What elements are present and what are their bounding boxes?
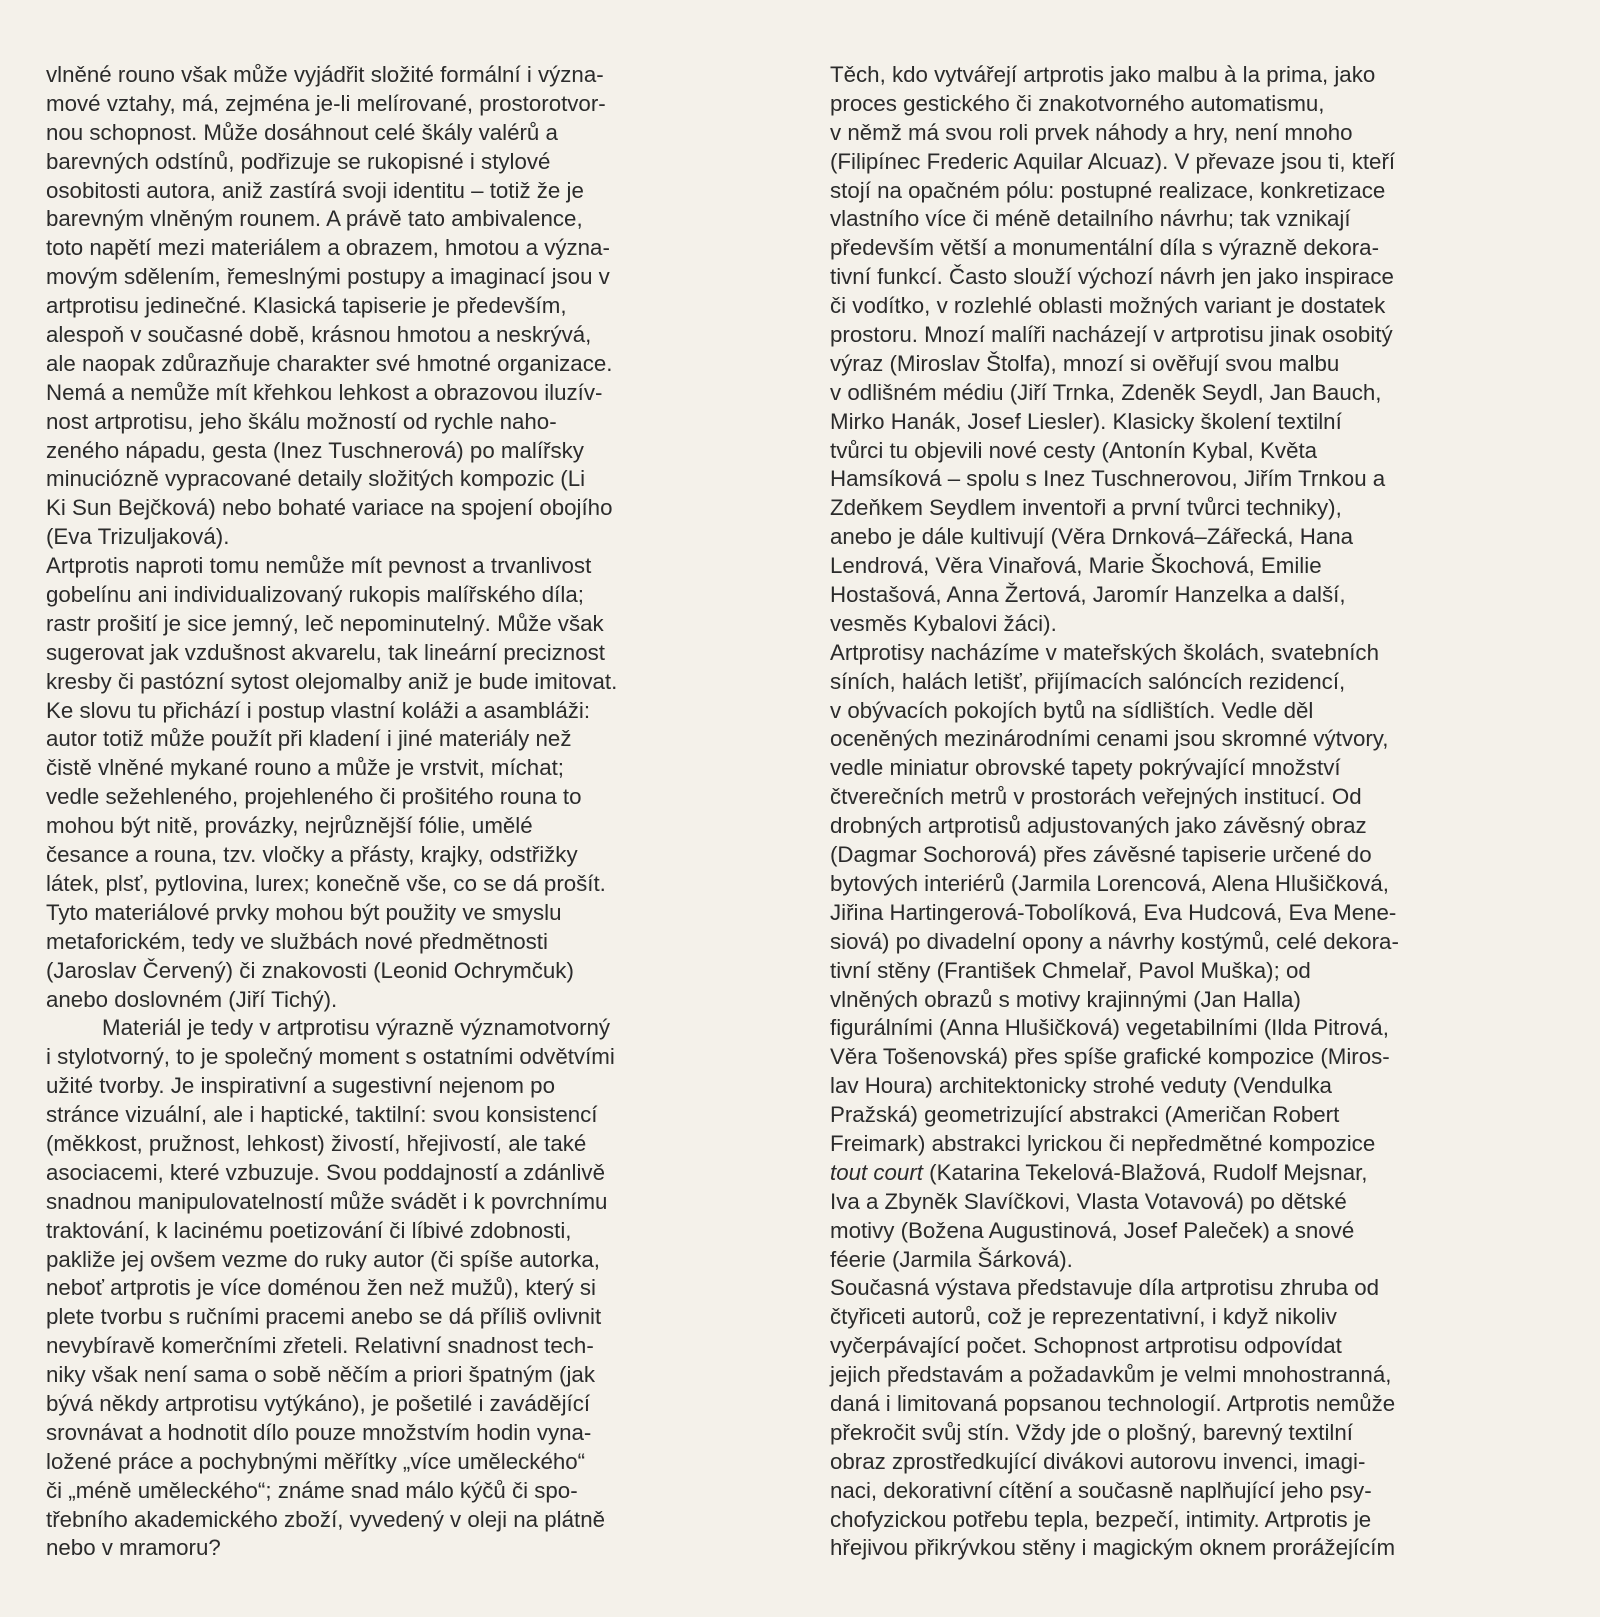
text-line: gobelínu ani individualizovaný rukopis malířského díla; xyxy=(46,582,584,608)
text-line: nebo v mramoru? xyxy=(46,1535,221,1561)
text-line: anebo je dále kultivují (Věra Drnková–Zářecká, Hana xyxy=(830,524,1354,550)
text-line: tvůrci tu objevili nové cesty (Antonín Kybal, Květa xyxy=(830,437,1318,463)
text-line: stránce vizuální, ale i haptické, taktilní: svou konsistencí xyxy=(46,1102,598,1128)
text-line: neboť artprotis je více doménou žen než mužů), který si xyxy=(46,1275,596,1301)
text-line: Ke slovu tu přichází i postup vlastní koláži a asambláži: xyxy=(46,697,591,723)
text-line: (Eva Trizuljaková). xyxy=(46,524,230,550)
text-line: bytových interiérů (Jarmila Lorencová, Alena Hlušičková, xyxy=(830,870,1389,896)
right-text-column xyxy=(830,61,1560,1563)
text-line: vesměs Kybalovi žáci). xyxy=(830,610,1057,636)
text-line: či vodítko, v rozlehlé oblasti možných variant je dostatek xyxy=(830,293,1386,319)
text-line: Těch, kdo vytvářejí artprotis jako malbu à la prima, jako xyxy=(830,62,1376,87)
text-line: tivní stěny (František Chmelař, Pavol Muška); od xyxy=(830,957,1311,983)
text-line: výraz (Miroslav Štolfa), mnozí si ověřují svou malbu xyxy=(830,350,1340,376)
text-line: látek, plsť, pytlovina, lurex; konečně vše, co se dá prošít. xyxy=(46,870,606,896)
text-line: užité tvorby. Je inspirativní a sugestivní nejenom po xyxy=(46,1073,555,1099)
text-line: traktování, k lacinému poetizování či líbivé zdobnosti, xyxy=(46,1217,572,1243)
text-line: barevných odstínů, podřizuje se rukopisné i stylové xyxy=(46,148,551,174)
text-line: vedle sežehleného, projehleného či prošitého rouna to xyxy=(46,784,582,810)
text-line: snadnou manipulovatelností může svádět i k povrchnímu xyxy=(46,1188,608,1214)
text-line: Nemá a nemůže mít křehkou lehkost a obrazovou iluzív- xyxy=(46,379,603,405)
text-line: minuciózně vypracované detaily složitých kompozic (Li xyxy=(46,466,586,492)
text-line: i stylotvorný, to je společný moment s ostatními odvětvími xyxy=(46,1044,615,1070)
text-line: nevybíravě komerčními zřeteli. Relativní snadnost tech- xyxy=(46,1333,594,1359)
text-line: zeného nápadu, gesta (Inez Tuschnerová) po malířsky xyxy=(46,437,584,463)
text-line: Artprotisy nacházíme v mateřských školách, svatebních xyxy=(830,639,1379,665)
text-line: ale naopak zdůrazňuje charakter své hmotné organizace. xyxy=(46,350,613,376)
text-line: sugerovat jak vzdušnost akvarelu, tak lineární preciznost xyxy=(46,639,605,665)
text-line: oceněných mezinárodními cenami jsou skromné výtvory, xyxy=(830,726,1389,752)
text-line: osobitosti autora, aniž zastírá svoji identitu – totiž že je xyxy=(46,177,584,203)
text-line: vyčerpávající počet. Schopnost artprotisu odpovídat xyxy=(830,1333,1342,1359)
text-line: (Filipínec Frederic Aquilar Alcuaz). V převaze jsou ti, kteří xyxy=(830,148,1396,174)
text-line: stojí na opačném pólu: postupné realizace, konkretizace xyxy=(830,177,1386,203)
text-line: mohou být nitě, provázky, nejrůznější fólie, umělé xyxy=(46,813,533,839)
text-line: čtverečních metrů v prostorách veřejných institucí. Od xyxy=(830,784,1362,810)
text-line: vlastního více či méně detailního návrhu; tak vznikají xyxy=(830,206,1351,232)
text-line: Artprotis naproti tomu nemůže mít pevnost a trvanlivost xyxy=(46,553,592,579)
text-line: anebo doslovném (Jiří Tichý). xyxy=(46,986,338,1012)
text-line: Hamsíková – spolu s Inez Tuschnerovou, Jiřím Trnkou a xyxy=(830,466,1386,492)
text-line-indented: Materiál je tedy v artprotisu výrazně významotvorný xyxy=(102,1015,611,1041)
text-line: prostoru. Mnozí malíři nacházejí v artprotisu jinak osobitý xyxy=(830,322,1393,348)
text-line: pakliže jej ovšem vezme do ruky autor (či spíše autorka, xyxy=(46,1246,600,1272)
text-line: Lendrová, Věra Vinařová, Marie Škochová, Emilie xyxy=(830,553,1322,579)
text-line: (Jaroslav Červený) či znakovosti (Leonid Ochrymčuk) xyxy=(46,957,574,983)
text-line: lav Houra) architektonicky strohé veduty (Vendulka xyxy=(830,1073,1332,1099)
text-line: v odlišném médiu (Jiří Trnka, Zdeněk Seydl, Jan Bauch, xyxy=(830,379,1382,405)
text-line: česance a rouna, tzv. vločky a přásty, krajky, odstřižky xyxy=(46,842,578,868)
text-line: překročit svůj stín. Vždy jde o plošný, barevný textilní xyxy=(830,1419,1353,1445)
text-line: (měkkost, pružnost, lehkost) živostí, hřejivostí, ale také xyxy=(46,1130,587,1156)
text-line: Tyto materiálové prvky mohou být použity ve smyslu xyxy=(46,899,562,925)
text-line: movým sdělením, řemeslnými postupy a imaginací jsou v xyxy=(46,264,610,290)
text-line: Zdeňkem Seydlem inventoři a první tvůrci techniky), xyxy=(830,495,1342,521)
text-line-with-italic xyxy=(830,1159,1560,1188)
text-line: figurálními (Anna Hlušičková) vegetabilními (Ilda Pitrová, xyxy=(830,1015,1389,1041)
text-line: třebního akademického zboží, vyvedený v oleji na plátně xyxy=(46,1506,606,1532)
text-line: především větší a monumentální díla s výrazně dekora- xyxy=(830,235,1380,261)
text-line: Současná výstava představuje díla artprotisu zhruba od xyxy=(830,1275,1380,1301)
left-text-column xyxy=(46,61,766,1563)
text-line: vedle miniatur obrovské tapety pokrývající množství xyxy=(830,755,1341,781)
text-line: naci, dekorativní cítění a současně naplňující jeho psy- xyxy=(830,1477,1372,1503)
text-line: v němž má svou roli prvek náhody a hry, není mnoho xyxy=(830,119,1353,145)
text-line: mové vztahy, má, zejména je-li melírované, prostorotvor- xyxy=(46,90,606,116)
text-line: Iva a Zbyněk Slavíčkovi, Vlasta Votavová) po dětské xyxy=(830,1188,1347,1214)
text-line: siová) po divadelní opony a návrhy kostýmů, celé dekora- xyxy=(830,928,1399,954)
text-line: artprotisu jedinečné. Klasická tapiserie je především, xyxy=(46,293,567,319)
text-line: čtyřiceti autorů, což je reprezentativní, i když nikoliv xyxy=(830,1304,1337,1330)
text-line: chofyzickou potřebu tepla, bezpečí, intimity. Artprotis je xyxy=(830,1506,1372,1532)
text-line: alespoň v současné době, krásnou hmotou a neskrývá, xyxy=(46,322,592,348)
text-line: v obývacích pokojích bytů na sídlištích. Vedle děl xyxy=(830,697,1314,723)
text-line: proces gestického či znakotvorného automatismu, xyxy=(830,90,1325,116)
text-line: nost artprotisu, jeho škálu možností od rychle naho- xyxy=(46,408,557,434)
text-line: kresby či pastózní sytost olejomalby aniž je bude imitovat. xyxy=(46,668,618,694)
text-line: féerie (Jarmila Šárková). xyxy=(830,1246,1073,1272)
text-line: či „méně uměleckého“; známe snad málo kýčů či spo- xyxy=(46,1477,578,1503)
text-line: obraz zprostředkující divákovi autorovu invenci, imagi- xyxy=(830,1448,1366,1474)
text-line: Pražská) geometrizující abstrakci (Američan Robert xyxy=(830,1102,1340,1128)
text-line: vlněných obrazů s motivy krajinnými (Jan Halla) xyxy=(830,986,1301,1012)
text-line: ložené práce a pochybnými měřítky „více uměleckého“ xyxy=(46,1448,586,1474)
text-line: drobných artprotisů adjustovaných jako závěsný obraz xyxy=(830,813,1367,839)
text-line: Ki Sun Bejčková) nebo bohaté variace na spojení obojího xyxy=(46,495,613,521)
text-line: čistě vlněné mykané rouno a může je vrstvit, míchat; xyxy=(46,755,564,781)
text-line: (Dagmar Sochorová) přes závěsné tapiserie určené do xyxy=(830,842,1372,868)
text-line: motivy (Božena Augustinová, Josef Paleček) a snové xyxy=(830,1217,1355,1243)
text-line: srovnávat a hodnotit dílo pouze množstvím hodin vyna- xyxy=(46,1419,592,1445)
text-line: niky však není sama o sobě něčím a priori špatným (jak xyxy=(46,1362,595,1388)
text-line: plete tvorbu s ručními pracemi anebo se dá příliš ovlivnit xyxy=(46,1304,602,1330)
text-line: Hostašová, Anna Žertová, Jaromír Hanzelka a další, xyxy=(830,582,1346,608)
text-line: Věra Tošenovská) přes spíše grafické kompozice (Miros- xyxy=(830,1044,1390,1070)
text-line: Mirko Hanák, Josef Liesler). Klasicky školení textilní xyxy=(830,408,1342,434)
italic-phrase: tout court xyxy=(830,1159,923,1185)
text-line: autor totiž může použít při kladení i jiné materiály než xyxy=(46,726,572,752)
text-line: vlněné rouno však může vyjádřit složité formální i význa- xyxy=(46,62,604,87)
text-line: hřejivou přikrývkou stěny i magickým oknem prorážejícím xyxy=(830,1535,1396,1561)
text-line: Jiřina Hartingerová-Tobolíková, Eva Hudcová, Eva Mene- xyxy=(830,899,1397,925)
text-line: rastr prošití je sice jemný, leč nepominutelný. Může však xyxy=(46,610,604,636)
text-line: síních, halách letišť, přijímacích salóncích rezidencí, xyxy=(830,668,1346,694)
text-line: Freimark) abstrakci lyrickou či nepředmětné kompozice xyxy=(830,1130,1376,1156)
text-line: barevným vlněným rounem. A právě tato ambivalence, xyxy=(46,206,583,232)
text-line: toto napětí mezi materiálem a obrazem, hmotou a význa- xyxy=(46,235,610,261)
text-fragment: (Katarina Tekelová-Blažová, Rudolf Mejsnar, xyxy=(929,1159,1368,1185)
text-line: tivní funkcí. Často slouží výchozí návrh jen jako inspirace xyxy=(830,264,1394,290)
text-line: daná i limitovaná popsanou technologií. Artprotis nemůže xyxy=(830,1390,1396,1416)
text-line: asociacemi, které vzbuzuje. Svou poddajností a zdánlivě xyxy=(46,1159,605,1185)
text-line: nou schopnost. Může dosáhnout celé škály valérů a xyxy=(46,119,558,145)
text-line: bývá někdy artprotisu vytýkáno), je pošetilé i zavádějící xyxy=(46,1390,591,1416)
text-line: metaforickém, tedy ve službách nové předmětnosti xyxy=(46,928,548,954)
text-line: jejich představám a požadavkům je velmi mnohostranná, xyxy=(830,1362,1392,1388)
